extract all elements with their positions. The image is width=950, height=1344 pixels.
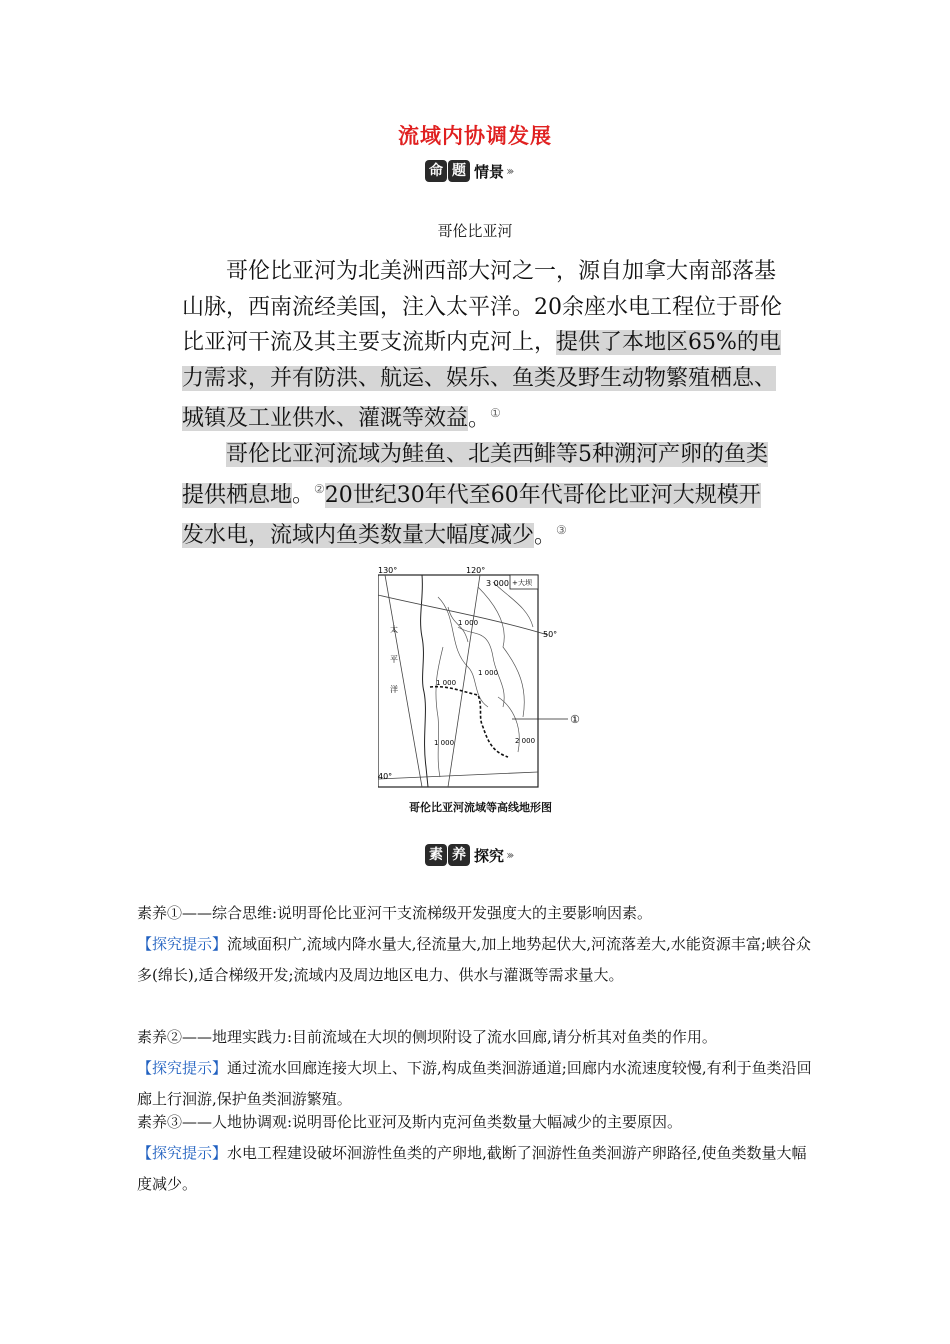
badge-char: 养: [448, 844, 470, 866]
footnote-marker: ②: [314, 482, 325, 497]
contour-label: 1 000: [436, 679, 457, 687]
contour-map: [378, 567, 583, 795]
passage-subtitle: 哥伦比亚河: [437, 222, 513, 240]
map-marker: ①: [570, 713, 580, 726]
footnote-marker: ③: [556, 523, 567, 538]
hint-tag: 【探究提示】: [137, 1144, 228, 1162]
question-text: 素养③——人地协调观:说明哥伦比亚河及斯内克河鱼类数量大幅减少的主要原因。: [137, 1113, 683, 1131]
map-caption: 哥伦比亚河流域等高线地形图: [409, 801, 552, 814]
passage-text: 。: [534, 523, 557, 549]
badge-char: 命: [425, 160, 447, 182]
answer-text: 流域面积广,流域内降水量大,径流量大,加上地势起伏大,河流落差大,水能资源丰富;峡谷众多(绵长),适合梯级开发;流域内及周边地区电力、供水与灌溉等需求量大。: [137, 935, 811, 984]
legend-label: 大坝: [518, 579, 532, 587]
contour-label: 1 000: [458, 619, 479, 627]
highlighted-text: 提供了本地区65%的电力需求，并有防洪、航运、娱乐、鱼类及野生动物繁殖栖息、城镇及工业供水、灌溉等效益: [182, 330, 781, 432]
badge-text: 探究: [474, 846, 505, 865]
contour-label: 3 000: [486, 579, 509, 588]
lon-label: 120°: [466, 567, 486, 575]
double-chevron-icon: ›››: [506, 164, 512, 178]
contour-label: 2 000: [515, 737, 536, 745]
hint-tag: 【探究提示】: [137, 1059, 228, 1077]
section-badge-inquiry: [425, 843, 511, 867]
highlighted-text: 哥伦比亚河流域为鲑鱼、北美西鲱等5种溯河产卵的鱼类提供栖息地: [182, 441, 768, 508]
page-title: 流域内协调发展: [398, 124, 552, 148]
question-2: [137, 1022, 817, 1115]
footnote-marker: ①: [490, 406, 501, 420]
answer-text: 水电工程建设破坏洄游性鱼类的产卵地,截断了洄游性鱼类洄游产卵路径,使鱼类数量大幅度减少。: [137, 1144, 807, 1193]
hint-tag: 【探究提示】: [137, 935, 228, 953]
passage-text: 。: [468, 406, 491, 432]
answer: [137, 1138, 817, 1200]
question-text: 素养②——地理实践力:目前流域在大坝的侧坝附设了流水回廊,请分析其对鱼类的作用。: [137, 1028, 717, 1046]
badge-char: 素: [425, 844, 447, 866]
answer: [137, 1053, 817, 1115]
question-3: [137, 1107, 817, 1200]
ocean-label: 洋: [390, 685, 398, 694]
passage-text: 。: [292, 482, 315, 508]
contour-label: 1 000: [478, 669, 499, 677]
contour-label: 1 000: [434, 739, 455, 747]
double-chevron-icon: ›››: [506, 848, 512, 862]
passage-paragraph-2: [182, 437, 782, 554]
lat-label: 50°: [543, 630, 558, 639]
question-1: [137, 898, 817, 991]
section-badge-scenario: [425, 159, 511, 183]
passage: [182, 254, 782, 554]
dam-icon: +: [512, 579, 518, 587]
answer: [137, 929, 817, 991]
answer-text: 通过流水回廊连接大坝上、下游,构成鱼类洄游通道;回廊内水流速度较慢,有利于鱼类沿回廊上行洄游,保护鱼类洄游繁殖。: [137, 1059, 812, 1108]
lon-label: 130°: [378, 567, 398, 575]
passage-text: 哥伦比亚河为北美洲西部大河之一，源自加拿大南部落基山脉，西南流经美国，注入太平洋。20余座水电工程位于哥伦比亚河干流及其主要支流斯内克河上，: [182, 259, 782, 355]
map-frame: [378, 575, 538, 787]
ocean-label: 太: [390, 625, 398, 634]
lat-label: 40°: [378, 772, 393, 781]
ocean-label: 平: [390, 655, 398, 664]
question-text: 素养①——综合思维:说明哥伦比亚河干支流梯级开发强度大的主要影响因素。: [137, 904, 653, 922]
badge-char: 题: [448, 160, 470, 182]
passage-paragraph-1: [182, 254, 782, 437]
badge-text: 情景: [474, 162, 505, 181]
highlighted-text: 20世纪30年代至60年代哥伦比亚河大规模开发水电，流域内鱼类数量大幅度减少: [182, 482, 761, 549]
